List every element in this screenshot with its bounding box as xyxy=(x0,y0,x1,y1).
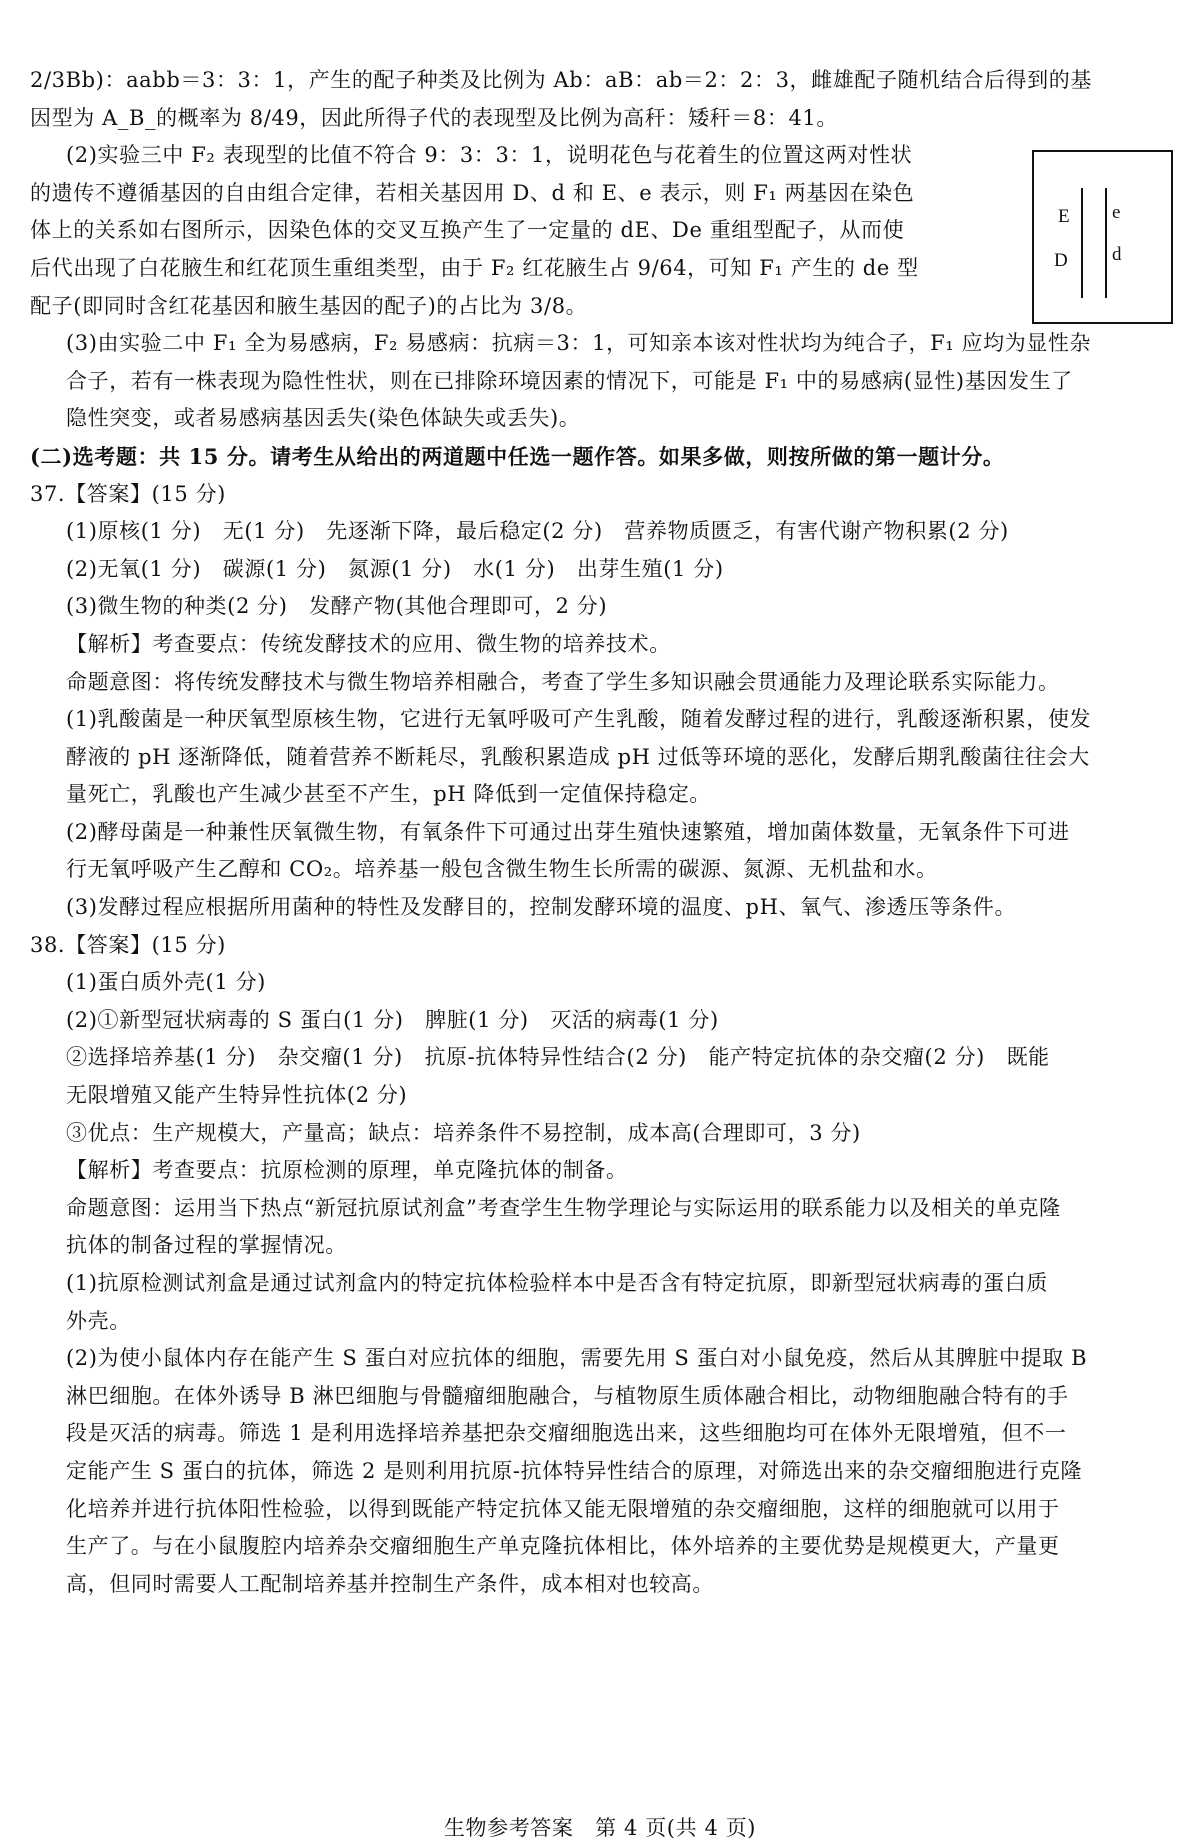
text-line: (2)①新型冠状病毒的 S 蛋白(1 分) 脾脏(1 分) 灭活的病毒(1 分) xyxy=(66,1007,719,1032)
text-line: (1)蛋白质外壳(1 分) xyxy=(66,970,266,995)
text-line: 的遗传不遵循基因的自由组合定律，若相关基因用 D、d 和 E、e 表示，则 F₁ 两基因在染色 xyxy=(30,180,915,205)
text-line: (2)无氧(1 分) 碳源(1 分) 氮源(1 分) 水(1 分) 出芽生殖(1 分) xyxy=(66,556,724,581)
text-line: 体上的关系如右图所示，因染色体的交叉互换产生了一定量的 dE、De 重组型配子，从而使 xyxy=(30,218,905,243)
text-line: (1)乳酸菌是一种厌氧型原核生物，它进行无氧呼吸可产生乳酸，随着发酵过程的进行，乳酸逐渐积累，使发 xyxy=(66,707,1092,732)
text-line: 化培养并进行抗体阳性检验，以得到既能产特定抗体又能无限增殖的杂交瘤细胞，这样的细胞就可以用于 xyxy=(66,1496,1060,1521)
chromosome-left xyxy=(1081,188,1083,298)
page-footer: 生物参考答案 第 4 页(共 4 页) xyxy=(443,1816,757,1840)
text-line: 生产了。与在小鼠腹腔内培养杂交瘤细胞生产单克隆抗体相比，体外培养的主要优势是规模更大，产量更 xyxy=(66,1534,1060,1559)
text-line: 段是灭活的病毒。筛选 1 是利用选择培养基把杂交瘤细胞选出来，这些细胞均可在体外无限增殖，但不一 xyxy=(66,1421,1067,1446)
text-line: ②选择培养基(1 分) 杂交瘤(1 分) 抗原-抗体特异性结合(2 分) 能产特定抗体的杂交瘤(2 分) 既能 xyxy=(66,1045,1050,1070)
text-line: (3)微生物的种类(2 分) 发酵产物(其他合理即可，2 分) xyxy=(66,594,608,619)
text-line: 【解析】考查要点：传统发酵技术的应用、微生物的培养技术。 xyxy=(66,631,671,656)
gene-label-e: e xyxy=(1112,202,1121,223)
text-line: 后代出现了白花腋生和红花顶生重组类型，由于 F₂ 红花腋生占 9/64，可知 F₁ 产生的 de 型 xyxy=(30,255,919,280)
text-line: 隐性突变，或者易感病基因丢失(染色体缺失或丢失)。 xyxy=(66,406,581,431)
text-line: 合子，若有一株表现为隐性性状，则在已排除环境因素的情况下，可能是 F₁ 中的易感病(显性)基因发生了 xyxy=(66,368,1073,393)
chromosome-right xyxy=(1105,188,1107,298)
text-line: 命题意图：将传统发酵技术与微生物培养相融合，考查了学生多知识融会贯通能力及理论联系实际能力。 xyxy=(66,669,1060,694)
text-line: 行无氧呼吸产生乙醇和 CO₂。培养基一般包含微生物生长所需的碳源、氮源、无机盐和水。 xyxy=(66,857,938,882)
gene-label-E: E xyxy=(1058,206,1070,227)
gene-label-D: D xyxy=(1054,250,1068,271)
text-line: (2)酵母菌是一种兼性厌氧微生物，有氧条件下可通过出芽生殖快速繁殖，增加菌体数量，无氧条件下可进 xyxy=(66,819,1070,844)
text-line: 酵液的 pH 逐渐降低，随着营养不断耗尽，乳酸积累造成 pH 过低等环境的恶化，发酵后期乳酸菌往往会大 xyxy=(66,744,1090,769)
answer-text-body xyxy=(30,62,1170,1603)
chromosome-diagram xyxy=(1032,150,1173,324)
text-line: (3)发酵过程应根据所用菌种的特性及发酵目的，控制发酵环境的温度、pH、氧气、渗透压等条件。 xyxy=(66,895,1017,920)
text-line: 因型为 A_B_的概率为 8/49，因此所得子代的表现型及比例为高秆：矮秆＝8：41。 xyxy=(30,105,838,130)
text-line: (1)抗原检测试剂盒是通过试剂盒内的特定抗体检验样本中是否含有特定抗原，即新型冠状病毒的蛋白质 xyxy=(66,1271,1048,1295)
text-line: (二)选考题：共 15 分。请考生从给出的两道题中任选一题作答。如果多做，则按所做的第一题计分。 xyxy=(30,443,1005,469)
text-line: ③优点：生产规模大，产量高；缺点：培养条件不易控制，成本高(合理即可，3 分) xyxy=(66,1120,861,1145)
text-line: 抗体的制备过程的掌握情况。 xyxy=(66,1233,347,1258)
text-line: 命题意图：运用当下热点“新冠抗原试剂盒”考查学生生物学理论与实际运用的联系能力以及相关的单克隆 xyxy=(66,1195,1061,1220)
text-line: 量死亡，乳酸也产生减少甚至不产生，pH 降低到一定值保持稳定。 xyxy=(66,782,712,807)
text-line: (2)实验三中 F₂ 表现型的比值不符合 9：3：3：1，说明花色与花着生的位置这两对性状 xyxy=(66,143,913,168)
text-line: (2)为使小鼠体内存在能产生 S 蛋白对应抗体的细胞，需要先用 S 蛋白对小鼠免疫，然后从其脾脏中提取 B xyxy=(66,1346,1088,1371)
text-line: 38.【答案】(15 分) xyxy=(30,932,226,957)
text-line: (3)由实验二中 F₁ 全为易感病，F₂ 易感病：抗病＝3：1，可知亲本该对性状均为纯合子，F₁ 应均为显性杂 xyxy=(66,331,1092,356)
text-line: 配子(即同时含红花基因和腋生基因的配子)的占比为 3/8。 xyxy=(30,293,588,318)
text-line: 淋巴细胞。在体外诱导 B 淋巴细胞与骨髓瘤细胞融合，与植物原生质体融合相比，动物细胞融合特有的手 xyxy=(66,1383,1069,1408)
text-line: 无限增殖又能产生特异性抗体(2 分) xyxy=(66,1083,408,1108)
text-line: 外壳。 xyxy=(66,1308,131,1333)
text-line: 高，但同时需要人工配制培养基并控制生产条件，成本相对也较高。 xyxy=(66,1571,714,1596)
text-line: (1)原核(1 分) 无(1 分) 先逐渐下降，最后稳定(2 分) 营养物质匮乏，有害代谢产物积累(2 分) xyxy=(66,519,1009,544)
text-line: 37.【答案】(15 分) xyxy=(30,481,226,506)
text-line: 2/3Bb)：aabb＝3：3：1，产生的配子种类及比例为 Ab：aB：ab＝2：2：3，雌雄配子随机结合后得到的基 xyxy=(30,68,1092,92)
text-line: 【解析】考查要点：抗原检测的原理，单克隆抗体的制备。 xyxy=(66,1158,628,1183)
gene-label-d: d xyxy=(1112,244,1122,265)
text-line: 定能产生 S 蛋白的抗体，筛选 2 是则利用抗原-抗体特异性结合的原理，对筛选出来的杂交瘤细胞进行克隆 xyxy=(66,1458,1083,1483)
